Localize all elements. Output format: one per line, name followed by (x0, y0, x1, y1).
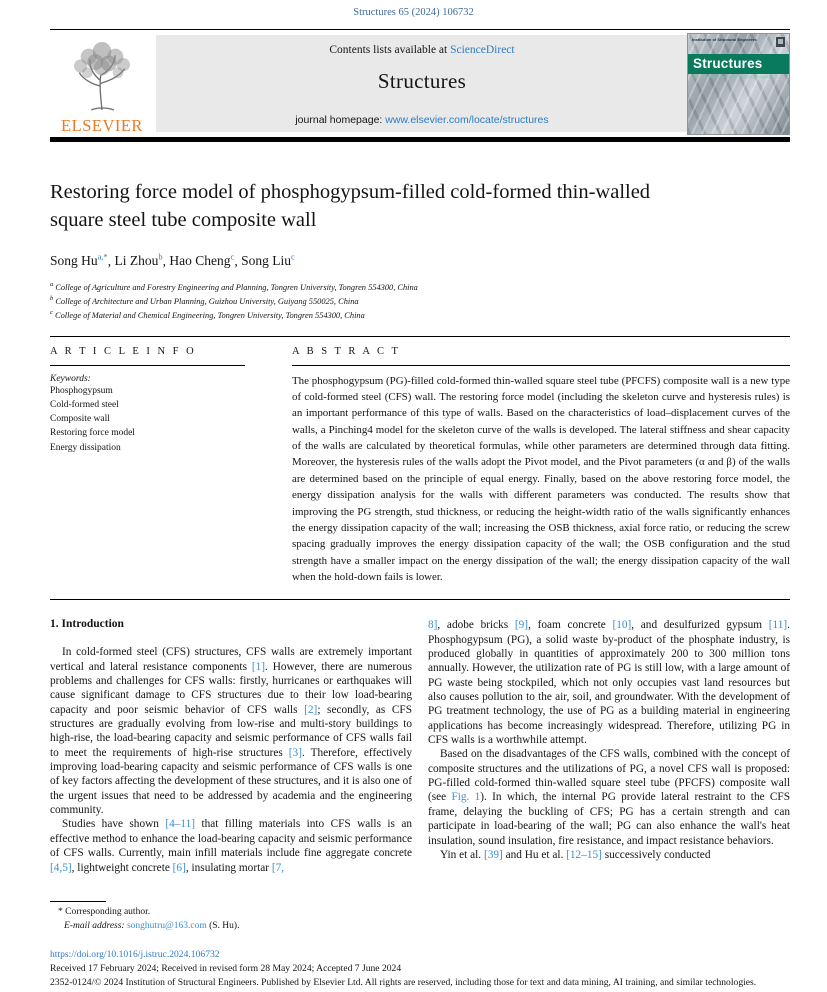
keyword: Energy dissipation (50, 442, 121, 453)
received-dates-line: Received 17 February 2024; Received in revised form 28 May 2024; Accepted 7 June 2024 (50, 963, 402, 975)
journal-homepage-link[interactable]: www.elsevier.com/locate/structures (385, 114, 549, 126)
affiliation: $^a$ College of Agriculture and Forestry Engineering and Planning, Tongren University, Tongren 554300, China (50, 281, 418, 293)
citation-link[interactable]: [11] (768, 619, 788, 632)
abstract-rule (292, 365, 790, 366)
cover-title: Structures (688, 54, 789, 74)
author[interactable]: Hao Cheng$^c$ (169, 251, 235, 269)
citation-link[interactable]: [3] (288, 746, 302, 759)
body-paragraph: Based on the disadvantages of the CFS walls, combined with the concept of composite structures and the utilizations of PG, a novel CFS wall is proposed: PG-filled cold-formed thin-walled square steel tube (PFCFS) composite wall (see Fig. 1). In which, the internal PG provide lateral restraint to the CFS frame, delaying the buckling of CFS; PG has a certain strength and can participate in load-bearing of the wall; PG can also enhance the wall's heat insulation, sound insulation, fire resistance, and impact resistance behaviors. (428, 748, 790, 847)
author-list: Song $Hu^{a,*}$, Li Zhou$^b$, Hao Cheng$^c$, Song Liu$^c$ (50, 251, 295, 269)
journal-title: Structures (377, 69, 467, 93)
email-line: E-mail address: songhutru@163.com (S. Hu). (64, 920, 240, 931)
author-affiliation-marker[interactable]: a,* (97, 251, 108, 262)
journal-header (50, 33, 790, 137)
abstract-heading: A B S T R A C T (292, 345, 401, 357)
keywords-label: Keywords: (50, 373, 91, 384)
affiliation: $^b$ College of Architecture and Urban Planning, Guizhou University, Guiyang 550025, China (50, 295, 359, 306)
citation-link[interactable]: [39] (483, 848, 503, 861)
cover-subtitle: The Journal of the Institution of Structural Engineers (693, 75, 774, 79)
citation-link[interactable]: songhutru@163.com (124, 920, 207, 931)
top-rule (50, 29, 790, 30)
abstract-column (292, 346, 790, 586)
corresponding-author-line: * Corresponding author. (58, 907, 151, 917)
footnote-rule (50, 901, 106, 902)
info-abstract-section (50, 337, 790, 586)
right-column (428, 618, 790, 940)
sciencedirect-link[interactable]: ScienceDirect (450, 44, 515, 56)
keyword: Composite wall (50, 414, 110, 425)
author[interactable]: Song Liu$^c$ (241, 251, 295, 269)
author[interactable]: Song $Hu^{a,*}$ (50, 251, 108, 269)
journal-banner (156, 35, 688, 132)
citation-link[interactable]: Fig. 1 (451, 791, 481, 804)
author-affiliation-marker[interactable]: c (230, 251, 235, 262)
body-paragraph: Studies have shown [4–11] that filling materials into CFS walls is an effective method to enhance the load-bearing capacity and seismic performance of CFS walls. Currently, main infill materials include fine aggregate concrete [4,5], lightweight concrete [6], insulating mortar [7, (50, 818, 412, 874)
body-paragraph: Yin et al. [39] and Hu et al. [12–15] successively conducted (440, 848, 711, 861)
body-paragraph: 8], adobe bricks [9], foam concrete [10], and desulfurized gypsum [11]. Phosphogypsum (PG), a solid waste by-product of the phosphate industry, is produced globally in quantities of approximately 200 to 300 million tons annually. However, the utilization rate of PG is still low, with a large amount of PG waste being stockpiled, which not only occupies vast land resources but also causes pollution to the air, soil, and groundwater. With the development of PG treatment technology, the use of PG as a building material in engineering applications has become increasingly widespread. Therefore, utilizing PG in CFS walls is a worthwhile attempt. (428, 619, 790, 747)
article-info-heading: A R T I C L E I N F O (50, 345, 197, 357)
citation-link[interactable]: [6] (172, 861, 186, 874)
affiliation-list (50, 280, 790, 321)
author-affiliation-marker[interactable]: c (290, 251, 295, 262)
elsevier-wordmark: ELSEVIER (61, 116, 143, 135)
cover-top-text: Institution of Structural Engineers (692, 37, 757, 42)
keyword: Restoring force model (50, 428, 135, 439)
citation-link[interactable]: [7, (271, 861, 285, 874)
article-info-rule (50, 365, 245, 366)
author[interactable]: Li Zhou$^b$ (114, 251, 163, 269)
author-affiliation-marker[interactable]: b (158, 251, 163, 262)
citation-link[interactable]: [10] (612, 619, 632, 632)
elsevier-logo[interactable] (50, 35, 154, 136)
doi-link[interactable]: https://doi.org/10.1016/j.istruc.2024.106732 (50, 949, 220, 960)
article-info-column (50, 346, 272, 586)
contents-line: Contents lists available at ScienceDirect (329, 44, 515, 56)
article-title: Restoring force model of phosphogypsum-filled cold-formed thin-walled square steel tube composite wall (50, 181, 651, 231)
keyword: Phosphogypsum (50, 385, 113, 396)
corresponding-author-footnote (50, 901, 239, 934)
section-heading-introduction: 1. Introduction (50, 618, 124, 631)
header-thick-rule (50, 137, 790, 142)
affiliation: $^c$ College of Material and Chemical Engineering, Tongren University, Tongren 554300, China (50, 308, 365, 320)
article-footer (50, 948, 790, 991)
citation-link[interactable]: [2] (304, 703, 318, 716)
citation-link[interactable]: [9] (514, 619, 529, 632)
elsevier-tree-icon (62, 100, 142, 117)
citation-link[interactable]: [1] (251, 660, 266, 673)
body-columns (50, 618, 790, 940)
copyright-line: 2352-0124/© 2024 Institution of Structural Engineers. Published by Elsevier Ltd. All rights are reserved, including those for text and data mining, AI training, and similar technologies. (50, 977, 757, 989)
body-paragraph: In cold-formed steel (CFS) structures, CFS walls are extremely important vertical and lateral resistance components [1]. However, there are numerous problems and challenges for CFS walls: firstly, hurricanes or earthquakes will cause significant damage to CFS structures due to their low load-bearing capacity and poor seismic behavior of CFS walls [2]; secondly, as CFS structures are gradually evolving from low-rise and multi-story buildings to high-rise, the load-bearing capacity and seismic performance of CFS walls fail to meet the requirements of high-rise structures [3]. Therefore, effectively improving load-bearing capacity and seismic performance of CFS walls is one of key factors affecting the development of these structures, and it is also one of the urgent issues that need to be addressed by academia and the engineering community. (50, 646, 412, 817)
abstract-bottom-rule (50, 599, 790, 600)
citation-link[interactable]: [4–11] (165, 818, 196, 831)
journal-cover-thumbnail[interactable] (687, 33, 790, 135)
keyword: Cold-formed steel (50, 399, 119, 410)
abstract-text: The phosphogypsum (PG)-filled cold-formed thin-walled square steel tube (PFCFS) composite wall is a new type of cold-formed steel (CFS) wall. The restoring force model (including the skeleton curve and hysteresis rules) is an important performance of this type of walls. Based on the characteristics of load–displacement curves of the walls, a Pinching4 model for the skeleton curve of the walls is developed. The lateral stiffness and shear capacity of the walls are calculated by theoretical formulas, while other parameters are determined through data fitting. Moreover, the hysteresis rules of the walls adopt the Pivot model, and the Pivot parameters (α and β) of the walls are determined based on the principle of equal energy. Finally, based on the above restoring force model, the energy dissipation analysis for the walls with different parameters was conducted. The results show that improving the PG strength, stud thickness, or reducing the height-width ratio of the walls significantly enhances the energy dissipation capacity of the wall; increasing the OSB thickness, axial force ratio, or reducing the screw spacing gradually improves the energy dissipation capacity of the wall; the OSB configuration and the stud strength have a smaller impact on the energy dissipation of the wall; the energy dissipation capacity of the wall when the hold-down fails is lower. (292, 374, 790, 583)
citation-link[interactable]: [4,5] (50, 861, 72, 874)
left-column (50, 618, 412, 940)
citation-link[interactable]: [12–15] (566, 848, 602, 861)
homepage-line: journal homepage: www.elsevier.com/locate/structures (295, 114, 549, 126)
journal-citation-line: Structures 65 (2024) 106732 (353, 7, 474, 18)
citation-link[interactable]: 8] (428, 619, 438, 632)
cover-publisher-icon (776, 37, 785, 47)
